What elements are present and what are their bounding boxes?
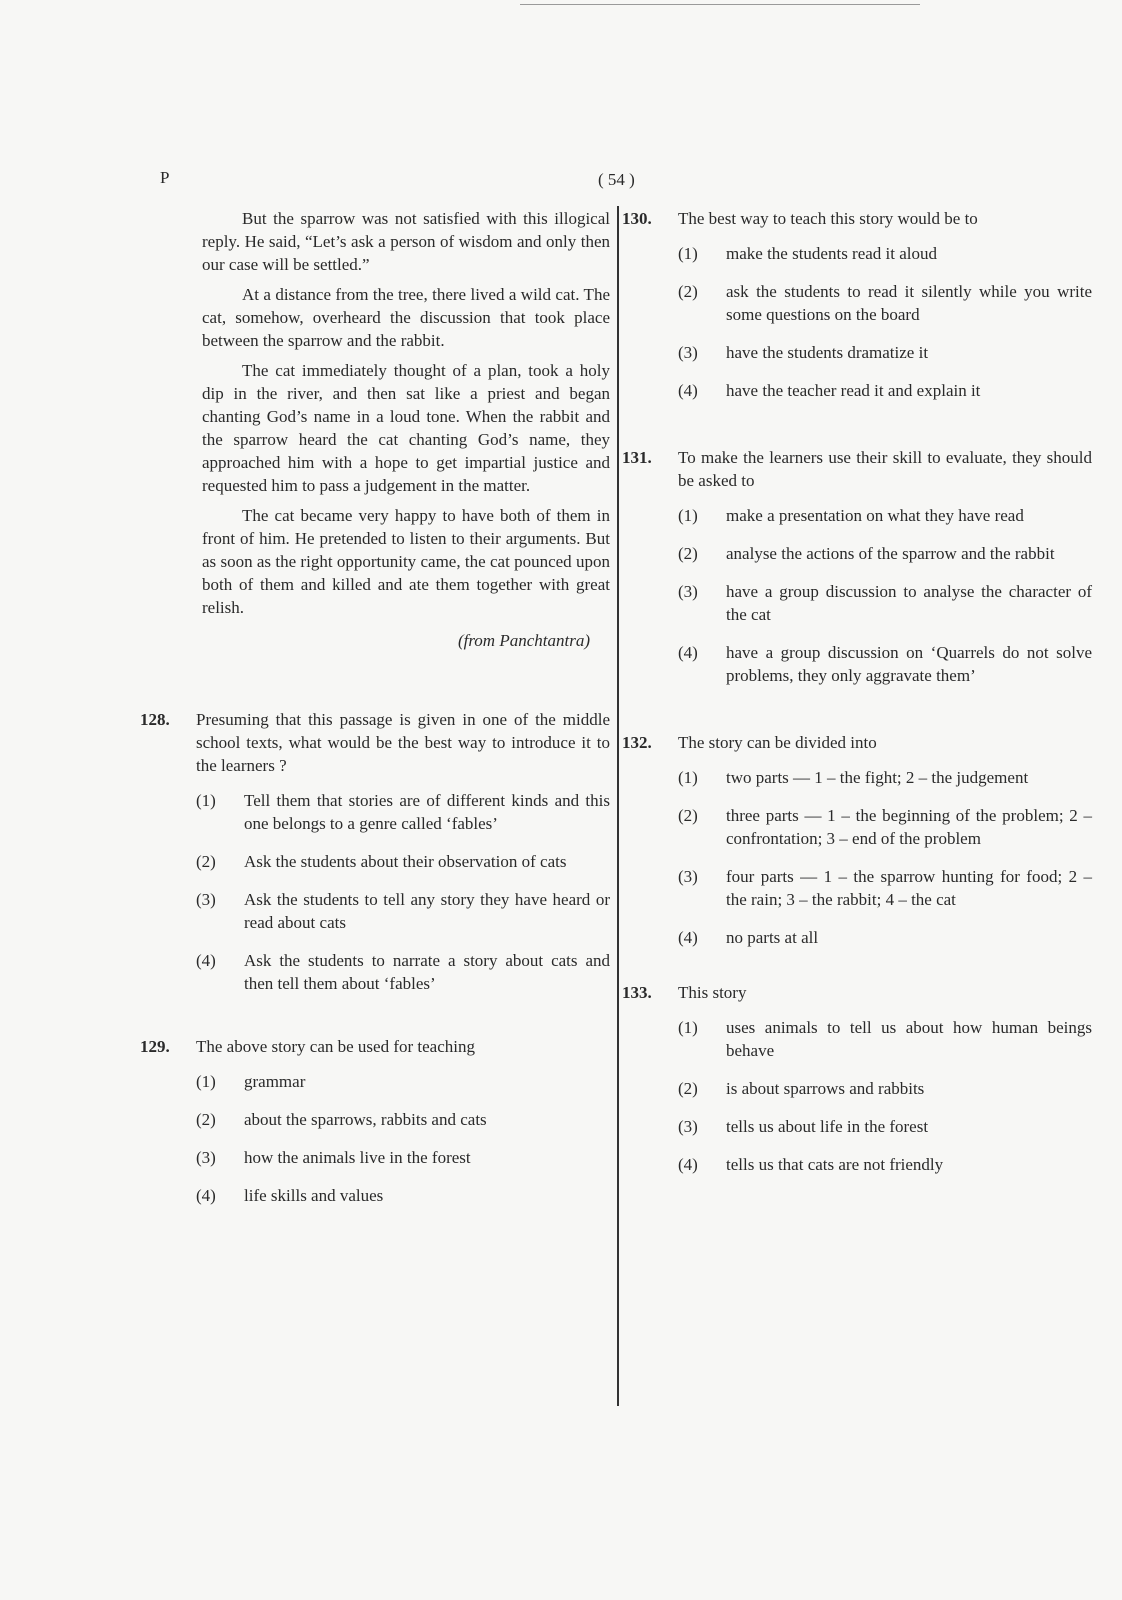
option-text: no parts at all <box>726 928 819 947</box>
page-number: ( 54 ) <box>598 170 635 189</box>
right-column <box>622 207 1092 1191</box>
passage-paragraph: At a distance from the tree, there lived a wild cat. The cat, somehow, overheard the discussion that took place between the sparrow and the rabbit. <box>202 285 610 350</box>
option-number: (1) <box>678 506 698 525</box>
option-text: have the teacher read it and explain it <box>726 381 981 400</box>
option-text: three parts — 1 – the beginning of the problem; 2 – confrontation; 3 – end of the problem <box>726 806 1092 848</box>
question-number: 132. <box>622 733 652 752</box>
option-number: (3) <box>196 890 216 909</box>
option-item[interactable] <box>678 242 1092 265</box>
option-item[interactable] <box>196 1184 610 1207</box>
option-item[interactable] <box>196 949 610 995</box>
option-text: about the sparrows, rabbits and cats <box>244 1110 487 1129</box>
option-item[interactable] <box>196 789 610 835</box>
question-number: 130. <box>622 209 652 228</box>
option-number: (4) <box>196 1186 216 1205</box>
option-number: (4) <box>678 643 698 662</box>
column-divider <box>617 206 619 1406</box>
option-number: (1) <box>678 768 698 787</box>
option-number: (1) <box>678 244 698 263</box>
option-number: (4) <box>678 928 698 947</box>
option-item[interactable] <box>678 542 1092 565</box>
question-number: 128. <box>140 710 170 729</box>
option-text: uses animals to tell us about how human beings behave <box>726 1018 1092 1060</box>
option-number: (4) <box>678 381 698 400</box>
left-column <box>140 207 610 1222</box>
option-number: (3) <box>678 867 698 886</box>
question-number: 129. <box>140 1037 170 1056</box>
option-item[interactable] <box>196 1108 610 1131</box>
option-text: how the animals live in the forest <box>244 1148 471 1167</box>
question-text: Presuming that this passage is given in one of the middle school texts, what would be the best way to introduce it to the learners ? <box>196 710 610 775</box>
option-item[interactable] <box>678 341 1092 364</box>
option-item[interactable] <box>196 850 610 873</box>
option-number: (4) <box>196 951 216 970</box>
question-text: The best way to teach this story would be to <box>678 209 978 228</box>
option-item[interactable] <box>678 1153 1092 1176</box>
question-text: The above story can be used for teaching <box>196 1037 475 1056</box>
question-text: This story <box>678 983 747 1002</box>
option-text: four parts — 1 – the sparrow hunting for food; 2 – the rain; 3 – the rabbit; 4 – the cat <box>726 867 1092 909</box>
option-text: grammar <box>244 1072 306 1091</box>
option-item[interactable] <box>678 865 1092 911</box>
option-item[interactable] <box>196 888 610 934</box>
series-code: P <box>160 168 170 187</box>
option-text: have the students dramatize it <box>726 343 929 362</box>
top-rule <box>520 4 920 5</box>
option-number: (3) <box>196 1148 216 1167</box>
option-list <box>678 766 1092 949</box>
option-number: (3) <box>678 582 698 601</box>
passage-paragraph: The cat became very happy to have both of them in front of him. He pretended to listen to their arguments. But as soon as the right opportunity came, the cat pounced upon both of them and killed and ate them together with great relish. <box>202 506 610 617</box>
option-text: life skills and values <box>244 1186 384 1205</box>
question-number: 133. <box>622 983 652 1002</box>
option-text: Ask the students to tell any story they have heard or read about cats <box>244 890 610 932</box>
option-item[interactable] <box>678 504 1092 527</box>
question-130 <box>622 207 1092 402</box>
option-list <box>678 242 1092 402</box>
option-number: (1) <box>678 1018 698 1037</box>
option-text: analyse the actions of the sparrow and the rabbit <box>726 544 1055 563</box>
question-number: 131. <box>622 448 652 467</box>
option-list <box>196 1070 610 1207</box>
option-item[interactable] <box>678 804 1092 850</box>
option-item[interactable] <box>678 926 1092 949</box>
question-133 <box>622 981 1092 1176</box>
option-number: (2) <box>678 282 698 301</box>
option-text: make a presentation on what they have read <box>726 506 1024 525</box>
question-text: To make the learners use their skill to evaluate, they should be asked to <box>678 448 1092 490</box>
passage-source: (from Panchtantra) <box>457 631 590 650</box>
option-number: (1) <box>196 791 216 810</box>
option-item[interactable] <box>678 641 1092 687</box>
passage-paragraph: But the sparrow was not satisfied with this illogical reply. He said, “Let’s ask a person of wisdom and only then our case will be settled.” <box>202 209 610 274</box>
option-item[interactable] <box>678 766 1092 789</box>
option-number: (1) <box>196 1072 216 1091</box>
question-129 <box>140 1035 610 1207</box>
question-128 <box>140 708 610 995</box>
option-item[interactable] <box>678 1077 1092 1100</box>
option-number: (3) <box>678 343 698 362</box>
option-text: make the students read it aloud <box>726 244 938 263</box>
question-text: The story can be divided into <box>678 733 877 752</box>
option-text: Ask the students to narrate a story about cats and then tell them about ‘fables’ <box>244 951 610 993</box>
option-number: (2) <box>678 806 698 825</box>
passage <box>202 207 610 652</box>
option-item[interactable] <box>678 280 1092 326</box>
option-text: ask the students to read it silently while you write some questions on the board <box>726 282 1092 324</box>
option-item[interactable] <box>196 1070 610 1093</box>
option-number: (4) <box>678 1155 698 1174</box>
option-text: is about sparrows and rabbits <box>726 1079 925 1098</box>
option-list <box>196 789 610 995</box>
option-item[interactable] <box>196 1146 610 1169</box>
question-132 <box>622 731 1092 949</box>
option-item[interactable] <box>678 580 1092 626</box>
option-list <box>678 1016 1092 1176</box>
option-text: two parts — 1 – the fight; 2 – the judgement <box>726 768 1029 787</box>
option-text: tells us that cats are not friendly <box>726 1155 944 1174</box>
question-131 <box>622 446 1092 687</box>
option-list <box>678 504 1092 687</box>
option-number: (2) <box>678 1079 698 1098</box>
option-text: have a group discussion to analyse the character of the cat <box>726 582 1092 624</box>
option-text: Tell them that stories are of different kinds and this one belongs to a genre called ‘fables’ <box>244 791 610 833</box>
option-text: tells us about life in the forest <box>726 1117 929 1136</box>
passage-paragraph: The cat immediately thought of a plan, took a holy dip in the river, and then sat like a priest and began chanting God’s name in a loud tone. When the rabbit and the sparrow heard the cat chanting God’s name, they approached him with a hope to get impartial justice and requested him to pass a judgement in the matter. <box>202 361 610 495</box>
option-text: Ask the students about their observation of cats <box>244 852 567 871</box>
option-number: (2) <box>678 544 698 563</box>
option-number: (2) <box>196 852 216 871</box>
option-item[interactable] <box>678 1115 1092 1138</box>
option-number: (3) <box>678 1117 698 1136</box>
option-text: have a group discussion on ‘Quarrels do not solve problems, they only aggravate them’ <box>726 643 1092 685</box>
option-item[interactable] <box>678 1016 1092 1062</box>
option-number: (2) <box>196 1110 216 1129</box>
option-item[interactable] <box>678 379 1092 402</box>
